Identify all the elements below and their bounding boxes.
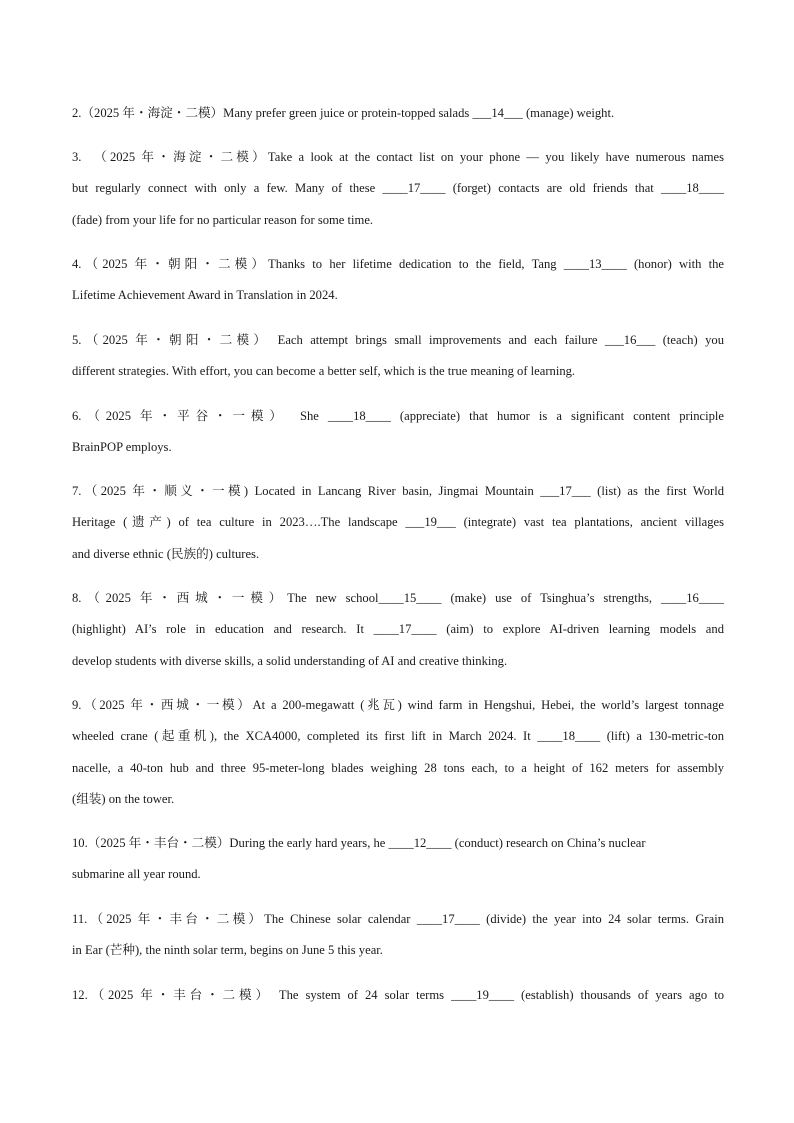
q3-line-2: but regularly connect with only a few. Many of these ____17____ (forget) contacts are old friends that ____18____ (72, 181, 724, 195)
q5-line-2: different strategies. With effort, you can become a better self, which is the true meaning of learning. (72, 364, 576, 378)
q10-line-1: 10.（2025 年・丰台・二模）During the early hard years, he ____12____ (conduct) research on China’s nuclear (72, 836, 646, 850)
q2-line-1: 2.（2025 年・海淀・二模）Many prefer green juice or protein-topped salads ___14___ (manage) weight. (72, 106, 615, 120)
q3-line-1: 3. （2025 年・海淀・二模）Take a look at the contact list on your phone — you likely have numerous names (72, 150, 724, 164)
q12-line-1: 12.（2025 年・丰台・二模） The system of 24 solar terms ____19____ (establish) thousands of years ago to (72, 988, 724, 1002)
q5-line-1: 5.（2025 年・朝阳・二模） Each attempt brings small improvements and each failure ___16___ (teach) you (72, 333, 724, 347)
q9-line-4: (组装) on the tower. (72, 792, 175, 806)
q7-line-3: and diverse ethnic (民族的) cultures. (72, 547, 260, 561)
q11-line-1: 11.（2025 年・丰台・二模）The Chinese solar calendar ____17____ (divide) the year into 24 solar terms. Grain (72, 912, 724, 926)
q8-line-2: (highlight) AI’s role in education and research. It ____17____ (aim) to explore AI-driven learning models and (72, 622, 724, 636)
q11-line-2: in Ear (芒种), the ninth solar term, begins on June 5 this year. (72, 943, 383, 957)
q6-line-2: BrainPOP employs. (72, 440, 172, 454)
q3-line-3: (fade) from your life for no particular reason for some time. (72, 213, 374, 227)
q8-line-3: develop students with diverse skills, a solid understanding of AI and creative thinking. (72, 654, 508, 668)
q9-line-3: nacelle, a 40-ton hub and three 95-meter-long blades weighing 28 tons each, to a height of 162 meters for assembly (72, 761, 724, 775)
q8-line-1: 8.（2025 年・西城・一模）The new school____15____ (make) use of Tsinghua’s strengths, ____16____ (72, 591, 724, 605)
q4-line-1: 4.（2025 年・朝阳・二模）Thanks to her lifetime dedication to the field, Tang ____13____ (honor) with the (72, 257, 724, 271)
q10-line-2: submarine all year round. (72, 867, 201, 881)
q4-line-2: Lifetime Achievement Award in Translation in 2024. (72, 288, 338, 302)
q7-line-1: 7.（2025 年・顺义・一模) Located in Lancang River basin, Jingmai Mountain ___17___ (list) as the first World (72, 484, 724, 498)
q7-line-2: Heritage (遗产) of tea culture in 2023….The landscape ___19___ (integrate) vast tea plantations, ancient villages (72, 515, 724, 529)
q6-line-1: 6.（2025 年・平谷・一模） She ____18____ (appreciate) that humor is a significant content principle (72, 409, 724, 423)
q9-line-2: wheeled crane (起重机), the XCA4000, completed its first lift in March 2024. It ____18____ (lift) a 130-metric-ton (72, 729, 724, 743)
q9-line-1: 9.（2025 年・西城・一模）At a 200-megawatt (兆瓦) wind farm in Hengshui, Hebei, the world’s largest tonnage (72, 698, 724, 712)
